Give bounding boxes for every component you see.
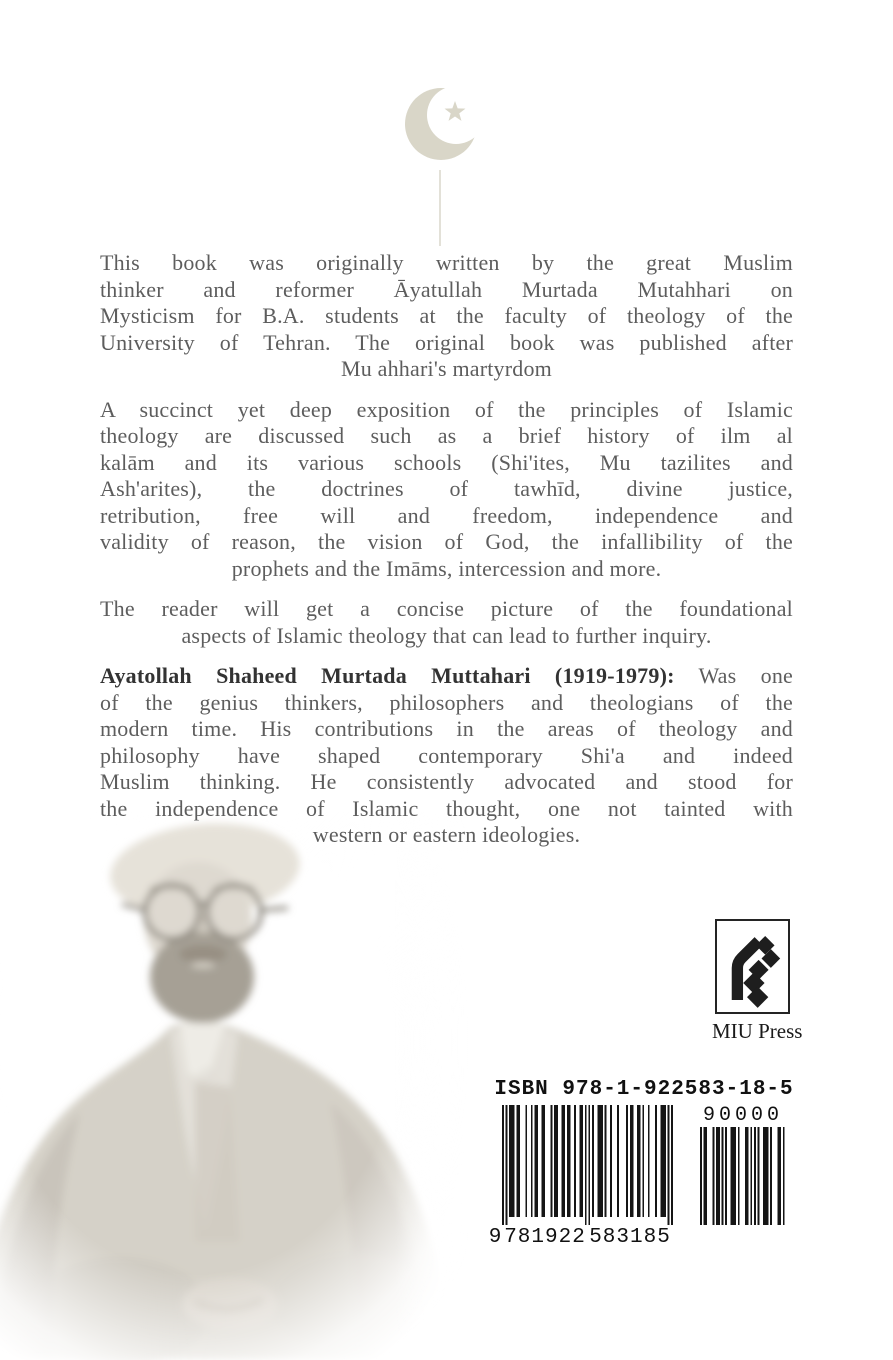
ean13-barcode — [488, 1105, 688, 1247]
text-line: kalām and its various schools (Shi'ites, Mu tazilites and — [100, 449, 793, 475]
paragraph-2 — [100, 397, 793, 583]
publisher-logo-box — [715, 919, 790, 1014]
text-line: prophets and the Imāms, intercession and more. — [231, 555, 662, 581]
text-line: of the genius thinkers, philosophers and theologians of the — [100, 689, 793, 715]
isbn-label: ISBN 978-1-922583-18-5 — [494, 1078, 794, 1101]
author-name-bold: Ayatollah Shaheed Murtada Muttahari (1919-1979): — [100, 663, 675, 688]
text-line: philosophy have shaped contemporary Shi'a and indeed — [100, 742, 793, 768]
barcode-block — [478, 1076, 810, 1252]
text-line: thinker and reformer Āyatullah Murtada Mutahhari on — [100, 276, 793, 302]
text-line: Ash'arites), the doctrines of tawhīd, divine justice, — [100, 476, 793, 501]
text-line: University of Tehran. The original book was published after — [100, 329, 793, 355]
emblem-divider-line — [439, 170, 441, 246]
barcode-codes — [478, 1100, 810, 1250]
publisher-name: MIU Press — [712, 1019, 803, 1043]
svg-text:781922: 781922 — [504, 1226, 586, 1247]
text-line: retribution, free will and freedom, independence and — [100, 502, 793, 528]
paragraph-3 — [100, 596, 793, 649]
text-line: Ayatollah Shaheed Murtada Muttahari (1919-1979): Was one — [100, 663, 793, 688]
text-line: Mysticism for B.A. students at the faculty of theology of the — [100, 303, 793, 328]
text-line: theology are discussed such as a brief history of ilm al — [100, 423, 793, 448]
paragraph-1 — [100, 250, 793, 383]
text-line: The reader will get a concise picture of the foundational — [100, 596, 793, 621]
text-line: modern time. His contributions in the areas of theology and — [100, 716, 793, 741]
publisher-logo — [712, 919, 803, 1044]
text-line: the independence of Islamic thought, one not tainted with — [100, 795, 793, 821]
text-line: A succinct yet deep exposition of the principles of Islamic — [100, 396, 793, 422]
crescent-star-icon — [380, 80, 510, 170]
ean5-supplement-barcode — [700, 1105, 786, 1247]
text-line: western or eastern ideologies. — [312, 822, 581, 847]
text-line: validity of reason, the vision of God, the infallibility of the — [100, 529, 793, 554]
text-line: Mu ahhari's martyrdom — [340, 356, 552, 381]
text-line: Muslim thinking. He consistently advocated and stood for — [100, 769, 793, 794]
text-line: This book was originally written by the great Muslim — [100, 250, 793, 275]
svg-text:90000: 90000 — [702, 1105, 784, 1127]
miu-press-glyph-icon — [719, 924, 785, 1010]
paragraph-4 — [100, 663, 793, 849]
svg-text:9: 9 — [488, 1226, 502, 1247]
svg-text:583185: 583185 — [589, 1226, 671, 1247]
text-line: aspects of Islamic theology that can lead to further inquiry. — [181, 622, 712, 648]
author-photo — [0, 812, 470, 1360]
back-cover-text — [100, 250, 793, 863]
